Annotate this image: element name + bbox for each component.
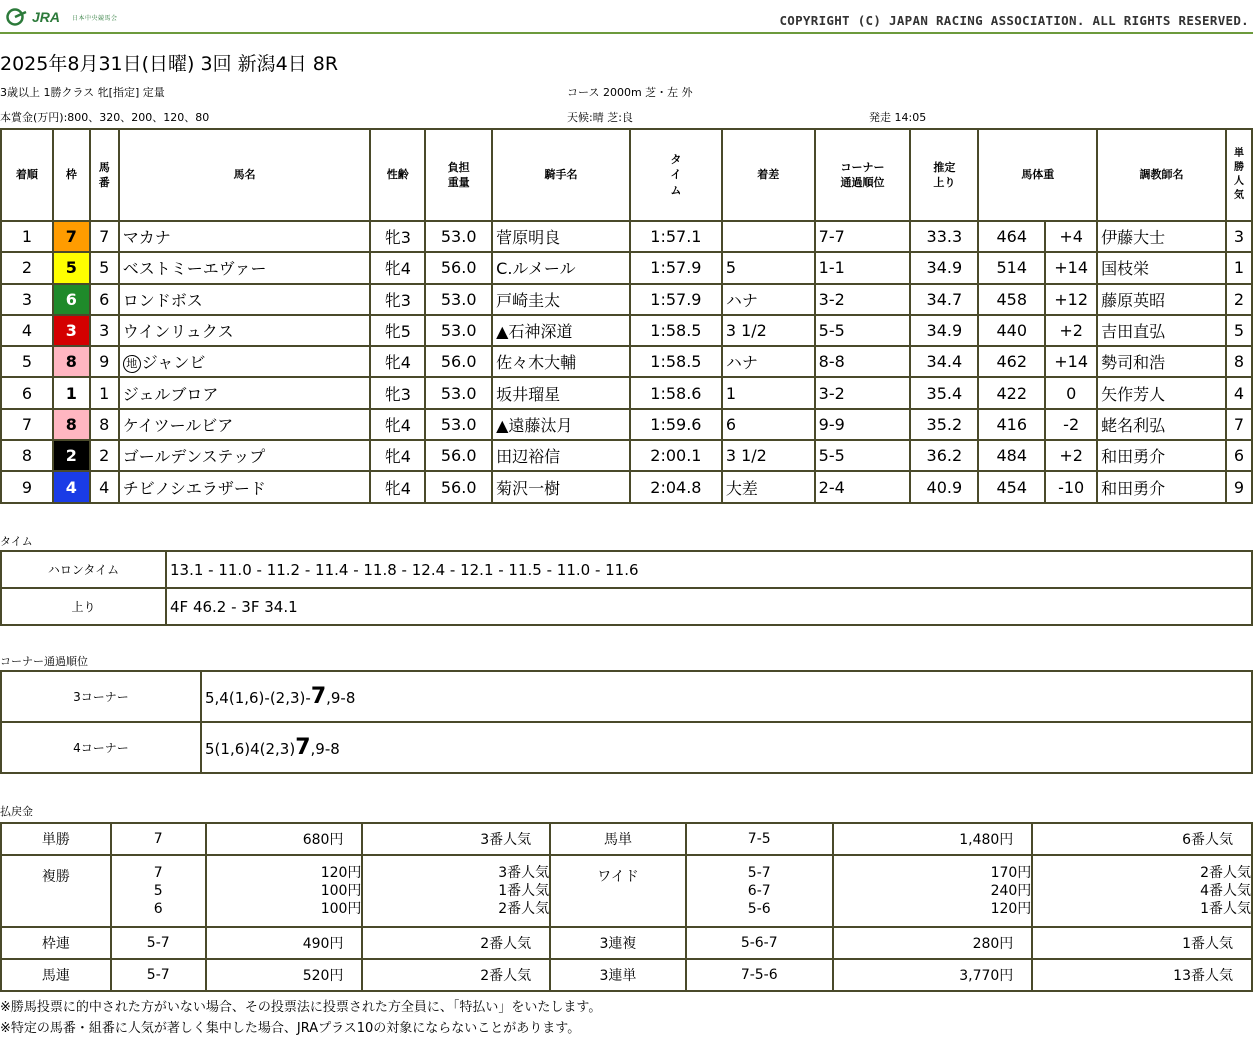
- sanrentan-label: 3連単: [550, 959, 686, 991]
- umaban-cell: 5: [90, 252, 119, 283]
- waku-cell: 5: [53, 252, 90, 283]
- fukusho-amount: 100円: [320, 883, 362, 899]
- weight-diff-cell: +14: [1045, 346, 1097, 377]
- payout-row-fukusho: [1, 855, 1252, 927]
- last3f-cell: 33.3: [910, 221, 978, 252]
- umatan-amount: 1,480円: [833, 823, 1033, 855]
- umaban-cell: 4: [90, 471, 119, 502]
- corner-cell: 3-2: [815, 377, 911, 408]
- footnotes: [0, 997, 601, 1039]
- fukusho-pops: [362, 855, 550, 927]
- sanrentan-combo: 7-5-6: [686, 959, 833, 991]
- corner4-before: 5(1,6)4(2,3): [205, 740, 296, 758]
- rank-cell: 4: [1, 315, 53, 346]
- corner-cell: 7-7: [815, 221, 911, 252]
- trainer-cell[interactable]: 蛯名利弘: [1097, 409, 1226, 440]
- sex-age-cell: 牝4: [370, 346, 425, 377]
- fukusho-combo: 5: [153, 883, 163, 899]
- logo-text: JRA: [32, 9, 61, 25]
- margin-cell: ハナ: [722, 346, 815, 377]
- weight-load-cell: 53.0: [425, 409, 492, 440]
- waku-cell: 3: [53, 315, 90, 346]
- body-weight-cell: 454: [978, 471, 1045, 502]
- popularity-cell: 7: [1226, 409, 1252, 440]
- weight-diff-cell: +14: [1045, 252, 1097, 283]
- waku-cell: 1: [53, 377, 90, 408]
- weight-load-cell: 56.0: [425, 471, 492, 502]
- result-row: [1, 221, 1252, 252]
- umaban-cell: 3: [90, 315, 119, 346]
- copyright-notice: COPYRIGHT (C) JAPAN RACING ASSOCIATION. ALL RIGHTS RESERVED.: [779, 13, 1249, 28]
- race-course: コース 2000m 芝・左 外: [567, 86, 693, 99]
- results-header-row: [1, 129, 1252, 221]
- last3f-cell: 34.7: [910, 284, 978, 315]
- sanrenpuku-combo: 5-6-7: [686, 927, 833, 959]
- agari-row: [1, 588, 1252, 625]
- weight-load-cell: 56.0: [425, 346, 492, 377]
- last3f-cell: 35.4: [910, 377, 978, 408]
- umaban-cell: 8: [90, 409, 119, 440]
- payout-heading: 払戻金: [0, 805, 33, 818]
- horse-name-cell[interactable]: ケイツールビア: [119, 409, 371, 440]
- sanrenpuku-pop: 1番人気: [1032, 927, 1252, 959]
- rank-cell: 5: [1, 346, 53, 377]
- wide-pops: [1032, 855, 1252, 927]
- margin-cell: ハナ: [722, 284, 815, 315]
- result-row: [1, 471, 1252, 502]
- header-umaban: 馬 番: [90, 129, 119, 221]
- header-rank: 着順: [1, 129, 53, 221]
- header-weight-load: 負担 重量: [425, 129, 492, 221]
- popularity-cell: 8: [1226, 346, 1252, 377]
- weight-load-cell: 53.0: [425, 377, 492, 408]
- header-body-weight: 馬体重: [978, 129, 1097, 221]
- header-time: タ イ ム: [630, 129, 722, 221]
- fukusho-pop: 1番人気: [498, 883, 550, 899]
- corner-cell: 2-4: [815, 471, 911, 502]
- last3f-cell: 34.9: [910, 315, 978, 346]
- weight-diff-cell: -2: [1045, 409, 1097, 440]
- rank-cell: 1: [1, 221, 53, 252]
- weight-load-cell: 53.0: [425, 315, 492, 346]
- umaren-label: 馬連: [1, 959, 111, 991]
- wide-combo: 5-7: [747, 865, 771, 881]
- sex-age-cell: 牝4: [370, 440, 425, 471]
- header-jockey: 騎手名: [492, 129, 630, 221]
- results-body: [1, 221, 1252, 503]
- payout-table: [0, 822, 1253, 992]
- corner-cell: 1-1: [815, 252, 911, 283]
- corner3-before: 5,4(1,6)-(2,3)-: [205, 689, 311, 707]
- weight-load-cell: 56.0: [425, 252, 492, 283]
- rank-cell: 7: [1, 409, 53, 440]
- horse-name-cell[interactable]: ロンドボス: [119, 284, 371, 315]
- race-prize: 本賞金(万円):800、320、200、120、80: [0, 111, 210, 124]
- time-cell: 1:58.5: [630, 315, 722, 346]
- body-weight-cell: 422: [978, 377, 1045, 408]
- race-start-time: 発走 14:05: [869, 111, 927, 124]
- corner4-row: [1, 722, 1252, 773]
- header-margin: 着差: [722, 129, 815, 221]
- wakuren-amount: 490円: [206, 927, 363, 959]
- jockey-cell[interactable]: 坂井瑠星: [492, 377, 630, 408]
- weight-diff-cell: 0: [1045, 377, 1097, 408]
- trainer-cell[interactable]: 藤原英昭: [1097, 284, 1226, 315]
- trainer-cell[interactable]: 和田勇介: [1097, 440, 1226, 471]
- waku-cell: 6: [53, 284, 90, 315]
- umaban-cell: 1: [90, 377, 119, 408]
- fukusho-amount: 100円: [320, 901, 362, 917]
- rank-cell: 8: [1, 440, 53, 471]
- umaban-cell: 7: [90, 221, 119, 252]
- corner4-label: 4コーナー: [1, 722, 201, 773]
- furlong-label: ハロンタイム: [1, 551, 166, 588]
- sanrenpuku-label: 3連複: [550, 927, 686, 959]
- sex-age-cell: 牝3: [370, 377, 425, 408]
- last3f-cell: 36.2: [910, 440, 978, 471]
- wakuren-pop: 2番人気: [362, 927, 550, 959]
- time-cell: 1:57.9: [630, 252, 722, 283]
- footnote: ※勝馬投票に的中された方がいない場合、その投票法に投票された方全員に、「特払い」をいたします。: [0, 1000, 602, 1015]
- wide-combos: [686, 855, 833, 927]
- horse-name-cell[interactable]: ウインリュクス: [119, 315, 371, 346]
- fukusho-combo: 7: [153, 865, 163, 881]
- body-weight-cell: 458: [978, 284, 1045, 315]
- time-cell: 1:57.1: [630, 221, 722, 252]
- margin-cell: 1: [722, 377, 815, 408]
- result-row: [1, 440, 1252, 471]
- corner4-winner: 7: [295, 735, 311, 760]
- tansho-pop: 3番人気: [362, 823, 550, 855]
- result-row: [1, 252, 1252, 283]
- margin-cell: 6: [722, 409, 815, 440]
- fukusho-combos: [111, 855, 206, 927]
- corner3-after: ,9-8: [326, 689, 356, 707]
- weight-diff-cell: +2: [1045, 440, 1097, 471]
- body-weight-cell: 484: [978, 440, 1045, 471]
- sex-age-cell: 牝3: [370, 284, 425, 315]
- corner-table: [0, 670, 1253, 774]
- trainer-cell[interactable]: 和田勇介: [1097, 471, 1226, 502]
- wakuren-label: 枠連: [1, 927, 111, 959]
- popularity-cell: 5: [1226, 315, 1252, 346]
- corner-cell: 3-2: [815, 284, 911, 315]
- race-conditions: 3歳以上 1勝クラス 牝[指定] 定量: [0, 86, 165, 99]
- trainer-cell[interactable]: 矢作芳人: [1097, 377, 1226, 408]
- time-cell: 1:58.6: [630, 377, 722, 408]
- race-title: 2025年8月31日(日曜) 3回 新潟4日 8R: [0, 53, 339, 75]
- corner-cell: 5-5: [815, 315, 911, 346]
- payout-row-umaren: [1, 959, 1252, 991]
- sex-age-cell: 牝4: [370, 252, 425, 283]
- weight-diff-cell: +12: [1045, 284, 1097, 315]
- umaban-cell: 9: [90, 346, 119, 377]
- wide-label: ワイド: [550, 855, 686, 927]
- corner3-row: [1, 671, 1252, 722]
- header-sex-age: 性齢: [370, 129, 425, 221]
- time-cell: 2:00.1: [630, 440, 722, 471]
- corner-heading: コーナー通過順位: [0, 655, 88, 668]
- sanrenpuku-amount: 280円: [833, 927, 1033, 959]
- header-corner: コーナー 通過順位: [815, 129, 911, 221]
- corner3-value: [201, 671, 1252, 722]
- last3f-cell: 34.4: [910, 346, 978, 377]
- tansho-combo: 7: [111, 823, 206, 855]
- corner-cell: 5-5: [815, 440, 911, 471]
- margin-cell: 5: [722, 252, 815, 283]
- umaren-amount: 520円: [206, 959, 363, 991]
- popularity-cell: 9: [1226, 471, 1252, 502]
- waku-cell: 8: [53, 346, 90, 377]
- time-cell: 1:59.6: [630, 409, 722, 440]
- payout-row-wakuren: [1, 927, 1252, 959]
- wide-pop: 4番人気: [1200, 883, 1251, 899]
- time-table: [0, 550, 1253, 626]
- corner4-value: [201, 722, 1252, 773]
- result-row: [1, 409, 1252, 440]
- local-horse-badge: 地: [123, 355, 141, 373]
- fukusho-pop: 3番人気: [498, 865, 550, 881]
- umatan-label: 馬単: [550, 823, 686, 855]
- trainer-cell[interactable]: 勢司和浩: [1097, 346, 1226, 377]
- sex-age-cell: 牝3: [370, 221, 425, 252]
- last3f-cell: 35.2: [910, 409, 978, 440]
- results-table: [0, 128, 1253, 504]
- sex-age-cell: 牝5: [370, 315, 425, 346]
- jockey-cell[interactable]: 戸崎圭太: [492, 284, 630, 315]
- last3f-cell: 34.9: [910, 252, 978, 283]
- wide-amounts: [833, 855, 1033, 927]
- footnote: ※特定の馬番・組番に人気が著しく集中した場合、JRAプラス10の対象にならないことがあります。: [0, 1021, 581, 1036]
- margin-cell: 3 1/2: [722, 315, 815, 346]
- fukusho-label: 複勝: [1, 855, 111, 927]
- margin-cell: [722, 221, 815, 252]
- wide-combo: 6-7: [747, 883, 771, 899]
- time-cell: 1:58.5: [630, 346, 722, 377]
- umatan-combo: 7-5: [686, 823, 833, 855]
- tansho-label: 単勝: [1, 823, 111, 855]
- result-row: [1, 377, 1252, 408]
- jra-logo-icon: [6, 8, 28, 26]
- weight-diff-cell: +4: [1045, 221, 1097, 252]
- agari-value: 4F 46.2 - 3F 34.1: [166, 588, 1252, 625]
- umaban-cell: 6: [90, 284, 119, 315]
- horse-name-cell[interactable]: [119, 346, 371, 377]
- fukusho-combo: 6: [153, 901, 163, 917]
- horse-name-cell[interactable]: ベストミーエヴァー: [119, 252, 371, 283]
- rank-cell: 3: [1, 284, 53, 315]
- umatan-pop: 6番人気: [1032, 823, 1252, 855]
- jra-logo[interactable]: [6, 8, 118, 26]
- waku-cell: 2: [53, 440, 90, 471]
- wide-pop: 1番人気: [1200, 901, 1251, 917]
- agari-label: 上り: [1, 588, 166, 625]
- horse-name-cell[interactable]: チビノシエラザード: [119, 471, 371, 502]
- furlong-row: [1, 551, 1252, 588]
- result-row: [1, 284, 1252, 315]
- header-horse-name: 馬名: [119, 129, 371, 221]
- umaban-cell: 2: [90, 440, 119, 471]
- waku-cell: 7: [53, 221, 90, 252]
- time-heading: タイム: [0, 535, 33, 548]
- time-cell: 2:04.8: [630, 471, 722, 502]
- body-weight-cell: 440: [978, 315, 1045, 346]
- weight-load-cell: 53.0: [425, 284, 492, 315]
- jockey-cell[interactable]: ▲石神深道: [492, 315, 630, 346]
- popularity-cell: 2: [1226, 284, 1252, 315]
- horse-name-cell[interactable]: ジェルブロア: [119, 377, 371, 408]
- time-cell: 1:57.9: [630, 284, 722, 315]
- fukusho-amount: 120円: [320, 865, 362, 881]
- result-row: [1, 315, 1252, 346]
- last3f-cell: 40.9: [910, 471, 978, 502]
- margin-cell: 3 1/2: [722, 440, 815, 471]
- weight-diff-cell: -10: [1045, 471, 1097, 502]
- rank-cell: 2: [1, 252, 53, 283]
- popularity-cell: 1: [1226, 252, 1252, 283]
- result-row: [1, 346, 1252, 377]
- payout-row-tansho: [1, 823, 1252, 855]
- wide-pop: 2番人気: [1200, 865, 1251, 881]
- jockey-cell[interactable]: 田辺裕信: [492, 440, 630, 471]
- sanrentan-pop: 13番人気: [1032, 959, 1252, 991]
- jockey-cell[interactable]: 佐々木大輔: [492, 346, 630, 377]
- corner-cell: 9-9: [815, 409, 911, 440]
- body-weight-cell: 416: [978, 409, 1045, 440]
- rank-cell: 6: [1, 377, 53, 408]
- race-weather: 天候:晴 芝:良: [567, 111, 633, 124]
- body-weight-cell: 464: [978, 221, 1045, 252]
- horse-name-cell[interactable]: マカナ: [119, 221, 371, 252]
- wide-amount: 170円: [990, 865, 1032, 881]
- wide-amount: 240円: [990, 883, 1032, 899]
- trainer-cell[interactable]: 国枝栄: [1097, 252, 1226, 283]
- popularity-cell: 6: [1226, 440, 1252, 471]
- logo-subtitle: 日本中央競馬会: [72, 14, 118, 22]
- rank-cell: 9: [1, 471, 53, 502]
- body-weight-cell: 514: [978, 252, 1045, 283]
- furlong-value: 13.1 - 11.0 - 11.2 - 11.4 - 11.8 - 12.4 - 12.1 - 11.5 - 11.0 - 11.6: [166, 551, 1252, 588]
- weight-load-cell: 53.0: [425, 221, 492, 252]
- margin-cell: 大差: [722, 471, 815, 502]
- umaren-pop: 2番人気: [362, 959, 550, 991]
- wide-combo: 5-6: [747, 901, 771, 917]
- jockey-cell[interactable]: C.ルメール: [492, 252, 630, 283]
- fukusho-amounts: [206, 855, 363, 927]
- weight-load-cell: 56.0: [425, 440, 492, 471]
- wakuren-combo: 5-7: [111, 927, 206, 959]
- sex-age-cell: 牝4: [370, 471, 425, 502]
- popularity-cell: 4: [1226, 377, 1252, 408]
- corner3-winner: 7: [310, 684, 327, 709]
- jockey-cell[interactable]: 菅原明良: [492, 221, 630, 252]
- body-weight-cell: 462: [978, 346, 1045, 377]
- sex-age-cell: 牝4: [370, 409, 425, 440]
- waku-cell: 8: [53, 409, 90, 440]
- weight-diff-cell: +2: [1045, 315, 1097, 346]
- page-header: [0, 0, 1253, 34]
- waku-cell: 4: [53, 471, 90, 502]
- jockey-cell[interactable]: 菊沢一樹: [492, 471, 630, 502]
- header-trainer: 調教師名: [1097, 129, 1226, 221]
- jockey-cell[interactable]: ▲遠藤汰月: [492, 409, 630, 440]
- tansho-amount: 680円: [206, 823, 363, 855]
- corner3-label: 3コーナー: [1, 671, 201, 722]
- trainer-cell[interactable]: 伊藤大士: [1097, 221, 1226, 252]
- header-popularity: 単 勝 人 気: [1226, 129, 1252, 221]
- trainer-cell[interactable]: 吉田直弘: [1097, 315, 1226, 346]
- umaren-combo: 5-7: [111, 959, 206, 991]
- horse-name: ジャンビ: [141, 353, 206, 373]
- corner-cell: 8-8: [815, 346, 911, 377]
- sanrentan-amount: 3,770円: [833, 959, 1033, 991]
- fukusho-pop: 2番人気: [498, 901, 550, 917]
- horse-name-cell[interactable]: ゴールデンステップ: [119, 440, 371, 471]
- header-waku: 枠: [53, 129, 90, 221]
- popularity-cell: 3: [1226, 221, 1252, 252]
- corner4-after: ,9-8: [310, 740, 340, 758]
- wide-amount: 120円: [990, 901, 1032, 917]
- header-last3f: 推定 上り: [910, 129, 978, 221]
